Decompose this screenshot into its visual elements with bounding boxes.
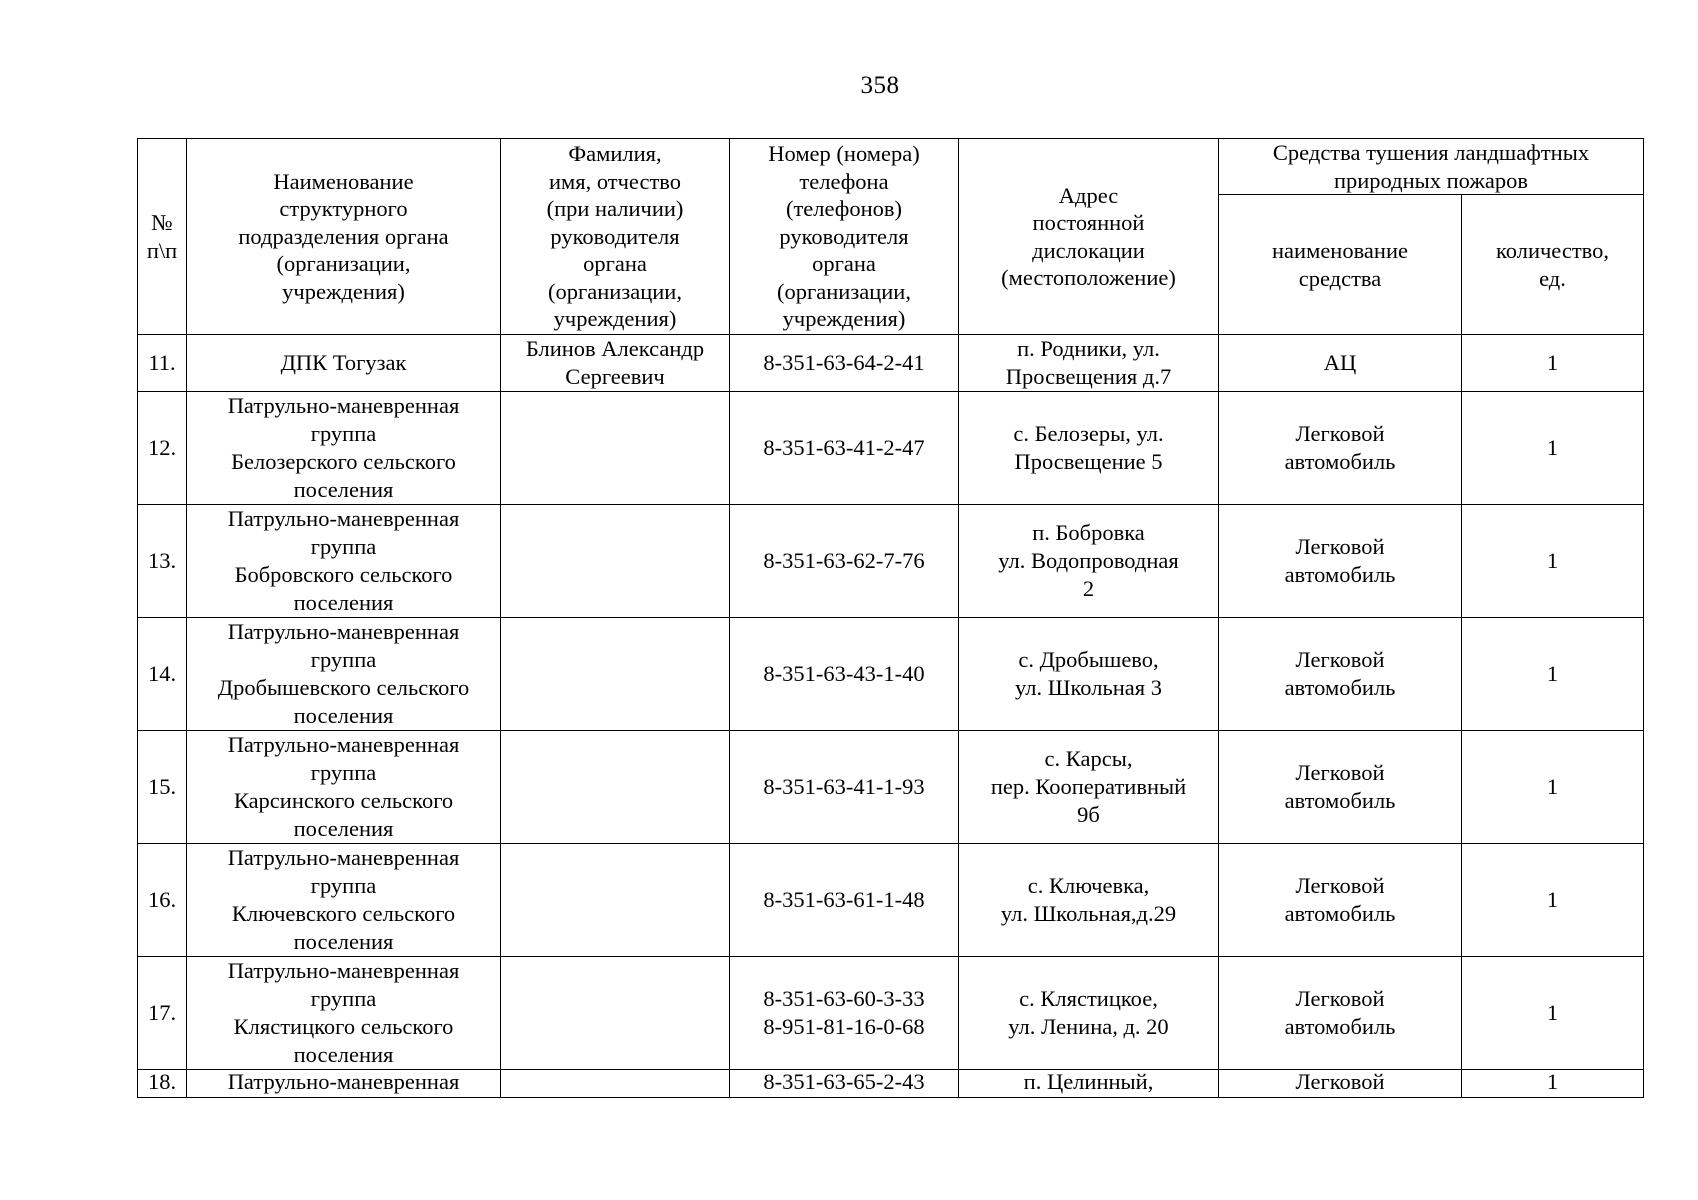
row-num-cell: 16.	[138, 844, 187, 957]
row-name-cell: ДПК Тогузак	[187, 335, 501, 392]
row-num-cell: 11.	[138, 335, 187, 392]
row-address-cell: с. Белозеры, ул. Просвещение 5	[959, 392, 1219, 505]
header-phone: Номер (номера) телефона (телефонов) руководителя органа (организации, учреждения)	[730, 139, 959, 335]
row-qty-cell: 1	[1462, 505, 1644, 618]
row-qty-cell: 1	[1462, 618, 1644, 731]
row-means-cell: Легковой автомобиль	[1219, 505, 1462, 618]
row-means-cell: Легковой автомобиль	[1219, 392, 1462, 505]
row-num-cell: 17.	[138, 957, 187, 1070]
row-name-cell: Патрульно-маневренная группа Белозерского сельского поселения	[187, 392, 501, 505]
row-address-cell: п. Родники, ул. Просвещения д.7	[959, 335, 1219, 392]
row-means-cell: Легковой автомобиль	[1219, 731, 1462, 844]
row-head-cell: Блинов Александр Сергеевич	[501, 335, 730, 392]
row-address-cell: п. Целинный,	[959, 1070, 1219, 1098]
row-num-cell: 15.	[138, 731, 187, 844]
row-address-cell: п. Бобровка ул. Водопроводная 2	[959, 505, 1219, 618]
row-head-cell	[501, 731, 730, 844]
table-row	[138, 335, 1644, 392]
table-row	[138, 731, 1644, 844]
table-row	[138, 392, 1644, 505]
row-address-cell: с. Клястицкое, ул. Ленина, д. 20	[959, 957, 1219, 1070]
row-means-cell: Легковой автомобиль	[1219, 844, 1462, 957]
row-phone-cell: 8-351-63-62-7-76	[730, 505, 959, 618]
row-means-cell: Легковой автомобиль	[1219, 618, 1462, 731]
row-address-cell: с. Ключевка, ул. Школьная,д.29	[959, 844, 1219, 957]
header-head: Фамилия, имя, отчество (при наличии) руководителя органа (организации, учреждения)	[501, 139, 730, 335]
row-qty-cell: 1	[1462, 335, 1644, 392]
table-row	[138, 505, 1644, 618]
table-row	[138, 957, 1644, 1070]
table-row	[138, 1070, 1644, 1098]
units-table	[137, 138, 1644, 1098]
row-qty-cell: 1	[1462, 731, 1644, 844]
row-qty-cell: 1	[1462, 844, 1644, 957]
row-head-cell	[501, 618, 730, 731]
row-qty-cell: 1	[1462, 1070, 1644, 1098]
header-means-name: наименование средства	[1219, 195, 1462, 335]
row-name-cell: Патрульно-маневренная группа Клястицкого сельского поселения	[187, 957, 501, 1070]
row-phone-cell: 8-351-63-61-1-48	[730, 844, 959, 957]
row-name-cell: Патрульно-маневренная группа Ключевского сельского поселения	[187, 844, 501, 957]
row-phone-cell: 8-351-63-43-1-40	[730, 618, 959, 731]
row-name-cell: Патрульно-маневренная	[187, 1070, 501, 1098]
header-name: Наименование структурного подразделения органа (организации, учреждения)	[187, 139, 501, 335]
page-number: 358	[860, 72, 900, 99]
row-num-cell: 13.	[138, 505, 187, 618]
row-head-cell	[501, 844, 730, 957]
table-body	[138, 335, 1644, 1098]
row-address-cell: с. Дробышево, ул. Школьная 3	[959, 618, 1219, 731]
row-num-cell: 12.	[138, 392, 187, 505]
row-head-cell	[501, 957, 730, 1070]
row-name-cell: Патрульно-маневренная группа Дробышевского сельского поселения	[187, 618, 501, 731]
row-address-cell: с. Карсы, пер. Кооперативный 9б	[959, 731, 1219, 844]
row-name-cell: Патрульно-маневренная группа Карсинского сельского поселения	[187, 731, 501, 844]
row-num-cell: 18.	[138, 1070, 187, 1098]
row-means-cell: Легковой	[1219, 1070, 1462, 1098]
row-phone-cell: 8-351-63-65-2-43	[730, 1070, 959, 1098]
row-means-cell: Легковой автомобиль	[1219, 957, 1462, 1070]
row-name-cell: Патрульно-маневренная группа Бобровского сельского поселения	[187, 505, 501, 618]
row-qty-cell: 1	[1462, 392, 1644, 505]
table-row	[138, 618, 1644, 731]
row-phone-cell: 8-351-63-60-3-33 8-951-81-16-0-68	[730, 957, 959, 1070]
row-phone-cell: 8-351-63-64-2-41	[730, 335, 959, 392]
row-head-cell	[501, 505, 730, 618]
header-address: Адрес постоянной дислокации (местоположение)	[959, 139, 1219, 335]
table-row	[138, 844, 1644, 957]
header-num: № п\п	[138, 139, 187, 335]
row-num-cell: 14.	[138, 618, 187, 731]
row-head-cell	[501, 392, 730, 505]
row-head-cell	[501, 1070, 730, 1098]
row-means-cell: АЦ	[1219, 335, 1462, 392]
row-qty-cell: 1	[1462, 957, 1644, 1070]
table-header	[138, 139, 1644, 335]
header-means-group: Средства тушения ландшафтных природных пожаров	[1219, 139, 1644, 195]
row-phone-cell: 8-351-63-41-2-47	[730, 392, 959, 505]
header-means-qty: количество, ед.	[1462, 195, 1644, 335]
row-phone-cell: 8-351-63-41-1-93	[730, 731, 959, 844]
